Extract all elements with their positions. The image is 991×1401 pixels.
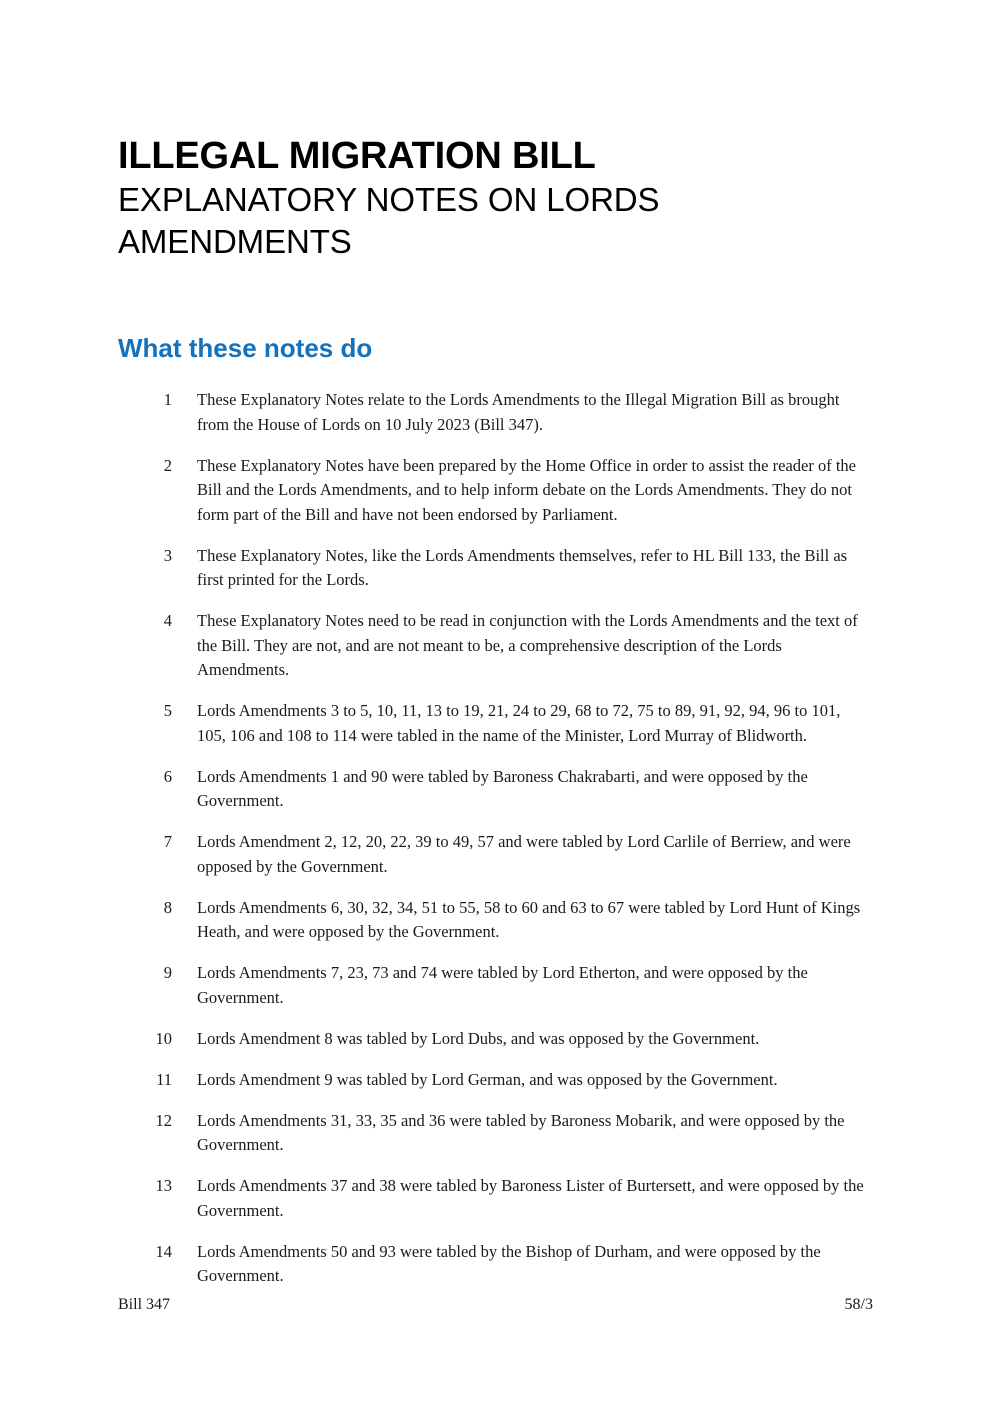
page-subtitle: EXPLANATORY NOTES ON LORDS AMENDMENTS bbox=[118, 181, 660, 260]
list-item bbox=[118, 765, 873, 814]
list-item bbox=[118, 961, 873, 1010]
list-item-number: 8 bbox=[163, 897, 172, 917]
list-item bbox=[118, 544, 873, 593]
list-item-text: Lords Amendments 6, 30, 32, 34, 51 to 55, 58 to 60 and 63 to 67 were tabled by Lord Hunt of Kings Heath, and were opposed by the Government. bbox=[197, 897, 861, 941]
list-item-number: 1 bbox=[163, 390, 172, 409]
list-item-number: 9 bbox=[163, 963, 172, 982]
list-item bbox=[118, 609, 873, 683]
list-item bbox=[118, 1240, 873, 1289]
list-item-text: These Explanatory Notes need to be read in conjunction with the Lords Amendments and the text of the Bill. They are not, and are not meant to be, a comprehensive description of the Lords Amendments. bbox=[197, 611, 858, 679]
list-item-number: 6 bbox=[163, 766, 172, 786]
list-item-number: 3 bbox=[163, 545, 172, 565]
list-item-text: These Explanatory Notes have been prepared by the Home Office in order to assist the reader of the Bill and the Lords Amendments, and to help inform debate on the Lords Amendments. They do not form part of the Bill and have not been endorsed by Parliament. bbox=[197, 455, 856, 524]
title-block bbox=[118, 133, 878, 263]
list-item-text: These Explanatory Notes, like the Lords Amendments themselves, refer to HL Bill 133, the Bill as first printed for the Lords. bbox=[197, 545, 848, 589]
list-item-text: Lords Amendment 8 was tabled by Lord Dubs, and was opposed by the Government. bbox=[197, 1028, 760, 1048]
list-item bbox=[118, 1068, 873, 1093]
list-item-text: These Explanatory Notes relate to the Lords Amendments to the Illegal Migration Bill as brought from the House of Lords on 10 July 2023 (Bill 347). bbox=[197, 390, 840, 434]
page-footer bbox=[118, 1295, 873, 1315]
numbered-notes-list bbox=[118, 388, 873, 1305]
section-heading-what-these-notes-do: What these notes do bbox=[118, 333, 373, 363]
list-item bbox=[118, 1027, 873, 1052]
list-item-number: 7 bbox=[163, 832, 172, 851]
page-title: ILLEGAL MIGRATION BILL bbox=[118, 135, 596, 177]
list-item-text: Lords Amendments 7, 23, 73 and 74 were tabled by Lord Etherton, and were opposed by the Government. bbox=[197, 963, 808, 1007]
list-item-text: Lords Amendment 2, 12, 20, 22, 39 to 49, 57 and were tabled by Lord Carlile of Berriew, and were opposed by the Government. bbox=[197, 832, 851, 876]
list-item-text: Lords Amendment 9 was tabled by Lord German, and was opposed by the Government. bbox=[197, 1069, 778, 1089]
list-item bbox=[118, 896, 873, 945]
list-item-text: Lords Amendments 1 and 90 were tabled by Baroness Chakrabarti, and were opposed by the Government. bbox=[197, 766, 808, 810]
list-item-number: 13 bbox=[155, 1176, 172, 1195]
list-item-number: 5 bbox=[163, 701, 172, 720]
list-item-text: Lords Amendments 3 to 5, 10, 11, 13 to 19, 21, 24 to 29, 68 to 72, 75 to 89, 91, 92, 94, 96 to 101, 105, 106 and 108 to 114 were tabled in the name of the Minister, Lord Murray of Blidworth. bbox=[197, 701, 841, 745]
list-item-text: Lords Amendments 50 and 93 were tabled by the Bishop of Durham, and were opposed by the Government. bbox=[197, 1241, 821, 1285]
footer-bill-number: Bill 347 bbox=[118, 1296, 171, 1313]
list-item bbox=[118, 830, 873, 879]
list-item bbox=[118, 388, 873, 437]
list-item-number: 4 bbox=[163, 611, 172, 630]
list-item bbox=[118, 454, 873, 528]
list-item-number: 14 bbox=[155, 1241, 172, 1261]
list-item-text: Lords Amendments 37 and 38 were tabled by Baroness Lister of Burtersett, and were opposed by the Government. bbox=[197, 1176, 864, 1220]
footer-page-number: 58/3 bbox=[844, 1296, 873, 1313]
list-item bbox=[118, 1174, 873, 1223]
list-item bbox=[118, 699, 873, 748]
list-item-number: 12 bbox=[155, 1110, 172, 1130]
list-item-number: 11 bbox=[156, 1069, 172, 1089]
list-item-number: 2 bbox=[163, 455, 172, 475]
list-item-text: Lords Amendments 31, 33, 35 and 36 were tabled by Baroness Mobarik, and were opposed by the Government. bbox=[197, 1110, 845, 1154]
list-item-number: 10 bbox=[155, 1028, 172, 1048]
list-item bbox=[118, 1109, 873, 1158]
